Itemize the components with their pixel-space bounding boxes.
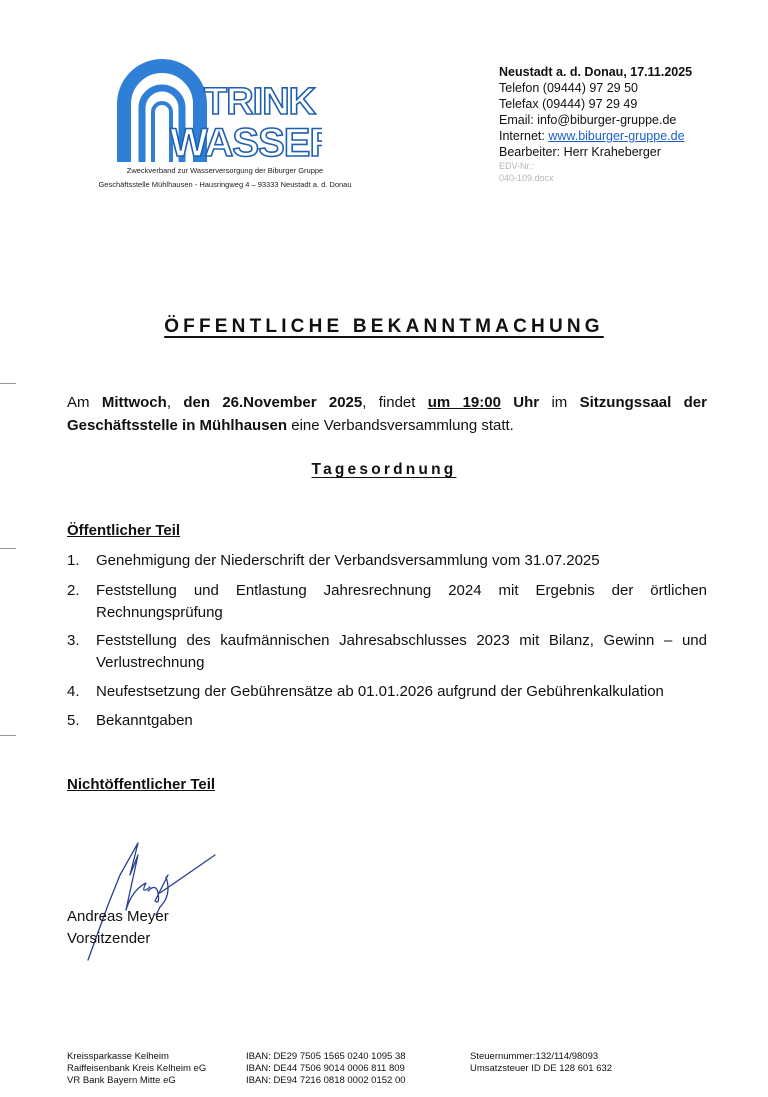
agenda-title: Tagesordnung [311,461,457,478]
margin-tick [0,548,16,549]
logo-word-wasser: WASSER [170,121,322,162]
page-title: ÖFFENTLICHE BEKANNTMACHUNG [164,316,604,337]
trinkwasser-logo [112,58,322,162]
logo-word-trink: TRINK [204,81,316,123]
agenda-item: 1. Genehmigung der Niederschrift der Verbandsversammlung vom 31.07.2025 [67,552,600,569]
signer-name: Andreas Meyer [67,908,169,925]
logo-caption-line2: Geschäftsstelle Mühlhausen - Hausringweg 4 – 93333 Neustadt a. d. Donau [98,180,352,189]
intro-paragraph: Am Mittwoch, den 26.November 2025, findet um 19:00 Uhr im Sitzungssaal der Geschäftsstelle in Mühlhausen eine Verbandsversammlung statt. [67,394,707,434]
fax: Telefax (09444) 97 29 49 [499,97,638,111]
agenda-item: 2. Feststellung und Entlastung Jahresrechnung 2024 mit Ergebnis der örtlichen Rechnungsprüfung [67,582,707,621]
margin-tick [0,383,16,384]
place-date: Neustadt a. d. Donau, 17.11.2025 [499,65,693,79]
website-link[interactable]: www.biburger-gruppe.de [548,129,685,143]
public-section-heading: Öffentlicher Teil [67,522,181,539]
handler: Bearbeiter: Herr Kraheberger [499,145,661,159]
footer-ibans: IBAN: DE29 7505 1565 0240 1095 38 IBAN: DE44 7506 9014 0006 811 809 IBAN: DE94 7216 0818 0002 0152 00 [246,1051,406,1086]
agenda-item: 5. Bekanntgaben [67,712,193,729]
logo-caption-line1: Zweckverband zur Wasserversorgung der Biburger Gruppe [126,166,324,175]
footer-banks: Kreissparkasse Kelheim Raiffeisenbank Kreis Kelheim eG VR Bank Bayern Mitte eG [67,1051,207,1086]
email: Email: info@biburger-gruppe.de [499,113,677,127]
footer-tax: Steuernummer:132/114/98093 Umsatzsteuer ID DE 128 601 632 [470,1051,613,1074]
nonpublic-section-heading: Nichtöffentlicher Teil [67,776,216,793]
margin-tick [0,735,16,736]
phone: Telefon (09444) 97 29 50 [499,81,638,95]
doc-filename: 040-109.docx [499,173,554,183]
agenda-item: 3. Feststellung des kaufmännischen Jahresabschlusses 2023 mit Bilanz, Gewinn – und Verlustrechnung [67,632,707,671]
sender-block [499,64,692,184]
edv-number: EDV-Nr.: [499,161,535,171]
internet-line [499,128,692,144]
agenda-item: 4. Neufestsetzung der Gebührensätze ab 01.01.2026 aufgrund der Gebührenkalkulation [67,683,664,700]
internet-label: Internet: [499,129,549,143]
signer-role: Vorsitzender [67,930,151,947]
